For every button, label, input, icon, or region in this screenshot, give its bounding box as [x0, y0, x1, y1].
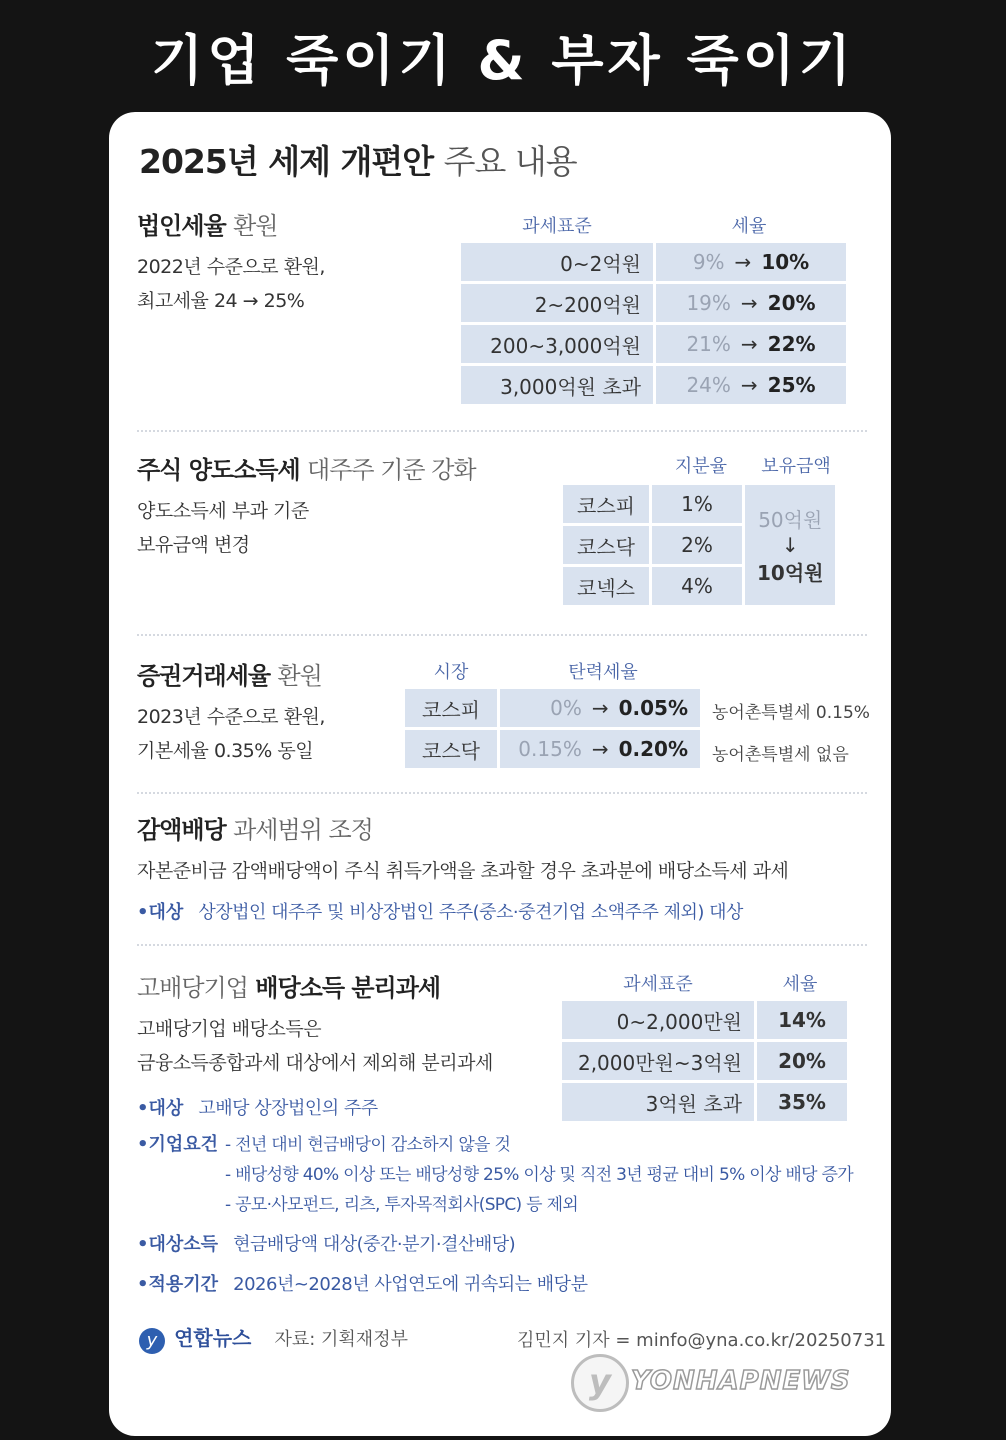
down-arrow-icon: ↓	[781, 533, 799, 557]
old-rate: 24%	[686, 373, 731, 397]
page-title	[139, 136, 577, 183]
share-cell: 1%	[652, 485, 742, 523]
old-rate: 0.15%	[518, 737, 582, 761]
bracket-cell: 2~200억원	[461, 284, 653, 322]
income-text: 현금배당액 대상(중간·분기·결산배당)	[233, 1234, 516, 1255]
table-row	[562, 1083, 847, 1121]
high-div-table	[559, 998, 850, 1124]
old-rate: 19%	[686, 291, 731, 315]
rate-cell	[656, 325, 846, 363]
arrow-icon: →	[591, 737, 609, 761]
corp-tax-desc	[137, 250, 325, 318]
credit-text: 김민지 기자 = minfo@yna.co.kr/20250731	[517, 1330, 887, 1351]
sec-tax-title-bold: 증권거래세율	[137, 662, 271, 690]
market-cell: 코스닥	[405, 730, 497, 768]
rate-cell: 20%	[757, 1042, 847, 1080]
corp-tax-header-rate: 세율	[731, 216, 767, 237]
target-text: 상장법인 대주주 및 비상장법인 주주(중소·중견기업 소액주주 제외) 대상	[198, 902, 743, 923]
high-div-header-bracket: 과세표준	[623, 974, 693, 995]
table-row	[562, 1042, 847, 1080]
requirement-item: - 공모·사모펀드, 리츠, 투자목적회사(SPC) 등 제외	[225, 1195, 579, 1215]
requirements-label: •기업요건	[137, 1134, 219, 1155]
table-row	[461, 325, 846, 363]
corp-tax-desc-line: 최고세율 24 → 25%	[137, 290, 305, 312]
reduction-div-target	[137, 898, 743, 924]
high-div-desc-line: 금융소득종합과세 대상에서 제외해 분리과세	[137, 1052, 493, 1074]
sec-tax-table	[402, 686, 703, 771]
new-rate: 0.05%	[618, 696, 688, 720]
title-bold: 2025년 세제 개편안	[139, 142, 434, 181]
old-rate: 0%	[550, 696, 582, 720]
market-cell: 코스피	[563, 485, 649, 523]
high-div-desc	[137, 1012, 493, 1080]
sec-tax-desc	[137, 700, 325, 768]
divider	[137, 944, 867, 946]
high-div-header-rate: 세율	[782, 974, 818, 995]
rate-cell	[656, 243, 846, 281]
target-label: •대상	[137, 902, 184, 923]
share-cell: 2%	[652, 526, 742, 564]
new-rate: 20%	[767, 291, 816, 315]
yonhap-logo-icon: y	[139, 1328, 165, 1354]
market-cell: 코스피	[405, 689, 497, 727]
market-cell: 코스닥	[563, 526, 649, 564]
high-div-title-bold: 배당소득 분리과세	[255, 974, 441, 1002]
corp-tax-title	[137, 206, 277, 241]
high-div-target	[137, 1094, 378, 1120]
target-text: 고배당 상장법인의 주주	[198, 1098, 378, 1119]
new-rate: 22%	[767, 332, 816, 356]
new-rate: 25%	[767, 373, 816, 397]
bracket-cell: 200~3,000억원	[461, 325, 653, 363]
watermark-text: YONHAPNEWS	[631, 1366, 851, 1396]
high-div-desc-line: 고배당기업 배당소득은	[137, 1018, 322, 1040]
old-rate: 21%	[686, 332, 731, 356]
market-cell: 코넥스	[563, 567, 649, 605]
cap-gains-title	[137, 450, 476, 485]
divider	[137, 792, 867, 794]
table-row	[461, 284, 846, 322]
sec-tax-title-light: 환원	[277, 662, 322, 690]
reduction-div-title-bold: 감액배당	[137, 816, 226, 844]
requirement-item: - 전년 대비 현금배당이 감소하지 않을 것	[225, 1135, 511, 1155]
requirement-item: - 배당성향 40% 이상 또는 배당성향 25% 이상 및 직전 3년 평균 대비 5% 이상 배당 증가	[225, 1165, 853, 1185]
bracket-cell: 3억원 초과	[562, 1083, 754, 1121]
high-div-income	[137, 1230, 515, 1256]
holding-old: 50억원	[758, 508, 823, 532]
holding-new: 10억원	[757, 561, 824, 585]
sec-tax-title	[137, 656, 322, 691]
corp-tax-title-bold: 법인세율	[137, 212, 226, 240]
table-row	[405, 689, 700, 727]
sec-tax-header-market: 시장	[433, 662, 469, 683]
rate-cell	[656, 366, 846, 404]
high-div-title	[137, 968, 440, 1003]
reduction-div-title	[137, 810, 373, 845]
table-row	[461, 243, 846, 281]
headline: 기업 죽이기 & 부자 죽이기	[151, 29, 855, 92]
cap-gains-desc	[137, 494, 309, 562]
corp-tax-header-bracket: 과세표준	[522, 216, 592, 237]
title-light: 주요 내용	[443, 142, 577, 181]
bracket-cell: 3,000억원 초과	[461, 366, 653, 404]
period-label: •적용기간	[137, 1274, 219, 1295]
rate-cell: 35%	[757, 1083, 847, 1121]
cap-gains-header-holding: 보유금액	[761, 456, 831, 477]
high-div-title-light: 고배당기업	[137, 974, 248, 1002]
bracket-cell: 0~2억원	[461, 243, 653, 281]
sec-tax-header-rate: 탄력세율	[568, 662, 638, 683]
watermark-logo-icon: y	[571, 1354, 629, 1412]
reduction-div-title-light: 과세범위 조정	[233, 816, 373, 844]
holding-cell	[745, 485, 835, 605]
divider	[137, 430, 867, 432]
cap-gains-desc-line: 양도소득세 부과 기준	[137, 500, 309, 522]
cap-gains-table	[560, 482, 838, 608]
table-row	[563, 485, 835, 523]
arrow-icon: →	[740, 332, 758, 356]
requirements-list	[225, 1130, 853, 1220]
table-row	[562, 1001, 847, 1039]
sec-tax-note: 농어촌특별세 0.15%	[712, 703, 870, 723]
target-label: •대상	[137, 1098, 184, 1119]
new-rate: 0.20%	[618, 737, 688, 761]
arrow-icon: →	[740, 291, 758, 315]
old-rate: 9%	[692, 250, 725, 274]
cap-gains-header-share: 지분율	[674, 456, 728, 477]
reduction-div-desc: 자본준비금 감액배당액이 주식 취득가액을 초과할 경우 초과분에 배당소득세 과세	[137, 860, 789, 882]
rate-cell	[656, 284, 846, 322]
arrow-icon: →	[740, 373, 758, 397]
corp-tax-title-light: 환원	[233, 212, 278, 240]
rate-cell	[500, 730, 700, 768]
income-label: •대상소득	[137, 1234, 219, 1255]
table-row	[405, 730, 700, 768]
share-cell: 4%	[652, 567, 742, 605]
bracket-cell: 0~2,000만원	[562, 1001, 754, 1039]
corp-tax-table	[458, 240, 849, 407]
footer-logo	[139, 1322, 408, 1354]
logo-text: 연합뉴스	[174, 1326, 252, 1350]
cap-gains-title-light: 대주주 기준 강화	[307, 456, 476, 484]
corp-tax-desc-line: 2022년 수준으로 환원,	[137, 256, 325, 278]
rate-cell: 14%	[757, 1001, 847, 1039]
arrow-icon: →	[591, 696, 609, 720]
infographic-card	[109, 112, 891, 1436]
sec-tax-desc-line: 기본세율 0.35% 동일	[137, 740, 314, 762]
arrow-icon: →	[734, 250, 752, 274]
bracket-cell: 2,000만원~3억원	[562, 1042, 754, 1080]
sec-tax-desc-line: 2023년 수준으로 환원,	[137, 706, 325, 728]
divider	[137, 634, 867, 636]
table-row	[461, 366, 846, 404]
high-div-period	[137, 1270, 587, 1296]
rate-cell	[500, 689, 700, 727]
cap-gains-desc-line: 보유금액 변경	[137, 534, 250, 556]
sec-tax-note: 농어촌특별세 없음	[712, 745, 849, 765]
new-rate: 10%	[761, 250, 810, 274]
period-text: 2026년~2028년 사업연도에 귀속되는 배당분	[233, 1274, 588, 1295]
source-text: 자료: 기획재정부	[274, 1329, 408, 1350]
cap-gains-title-bold: 주식 양도소득세	[137, 456, 300, 484]
